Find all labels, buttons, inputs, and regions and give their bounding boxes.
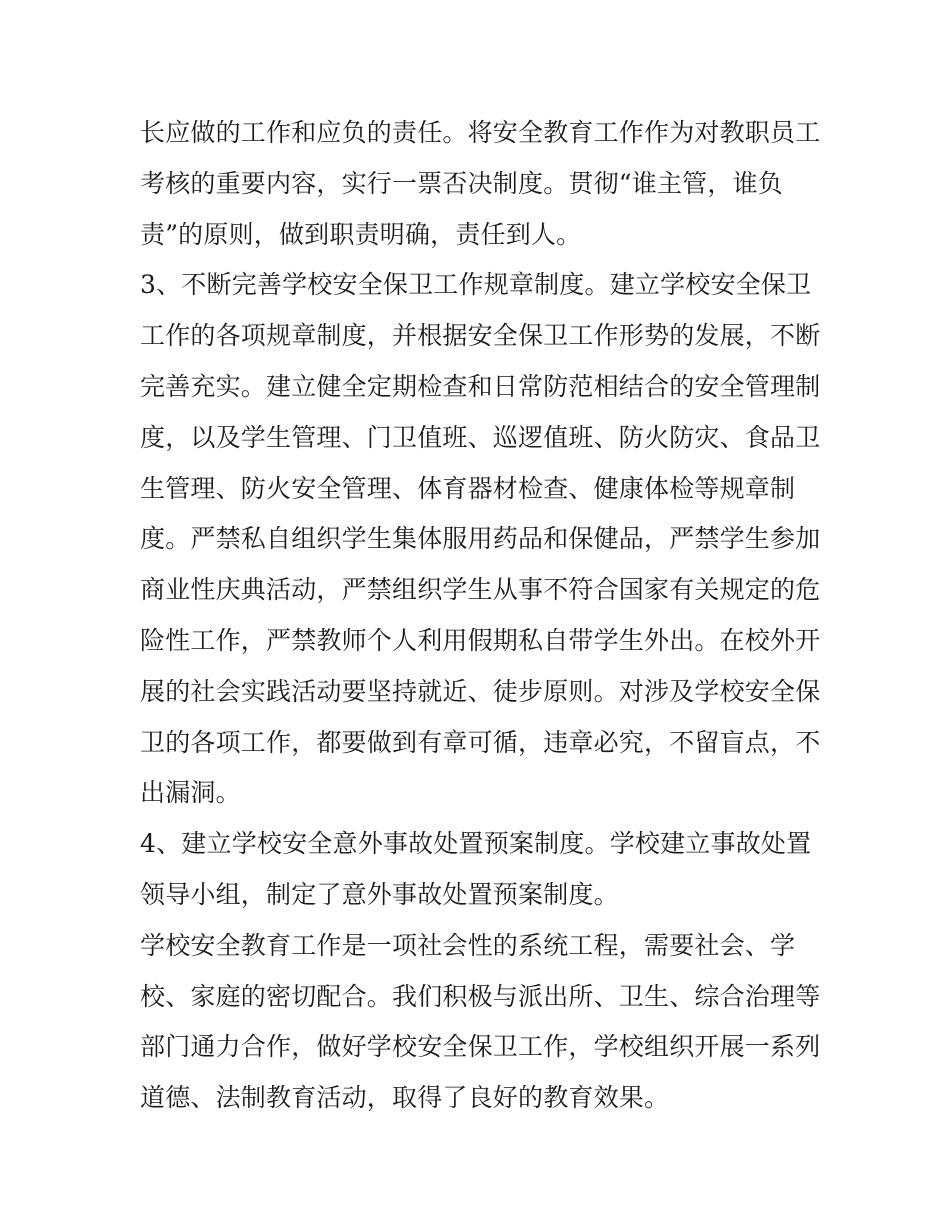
text-line-17: 学校安全教育工作是一项社会性的系统工程，需要社会、学 xyxy=(140,930,796,960)
text-line-3: 责”的原则，做到职责明确，责任到人。 xyxy=(140,219,582,249)
text-line-10: 商业性庆典活动，严禁组织学生从事不符合国家有关规定的危 xyxy=(140,575,821,605)
text-line-1: 长应做的工作和应负的责任。将安全教育工作作为对教职员工 xyxy=(140,118,821,147)
text-line-13: 卫的各项工作，都要做到有章可循，违章必究，不留盲点，不 xyxy=(140,727,821,757)
text-line-7: 度，以及学生管理、门卫值班、巡逻值班、防火防灾、食品卫 xyxy=(140,422,821,452)
text-line-20: 道德、法制教育活动，取得了良好的教育效果。 xyxy=(140,1083,670,1113)
text-line-5: 工作的各项规章制度，并根据安全保卫工作形势的发展，不断 xyxy=(140,321,821,351)
text-line-6: 完善充实。建立健全定期检查和日常防范相结合的安全管理制 xyxy=(140,371,821,401)
text-line-19: 部门通力合作，做好学校安全保卫工作，学校组织开展一系列 xyxy=(140,1032,821,1062)
text-line-9: 度。严禁私自组织学生集体服用药品和保健品，严禁学生参加 xyxy=(140,524,821,554)
text-line-18: 校、家庭的密切配合。我们积极与派出所、卫生、综合治理等 xyxy=(140,981,821,1011)
text-line-16: 领导小组，制定了意外事故处置预案制度。 xyxy=(140,879,619,909)
text-line-12: 展的社会实践活动要坚持就近、徒步原则。对涉及学校安全保 xyxy=(140,676,821,706)
text-line-11: 险性工作，严禁教师个人利用假期私自带学生外出。在校外开 xyxy=(140,625,821,655)
text-line-8: 生管理、防火安全管理、体育器材检查、健康体检等规章制 xyxy=(140,473,796,503)
document-body xyxy=(140,108,820,1124)
text-line-2: 考核的重要内容，实行一票否决制度。贯彻“谁主管，谁负 xyxy=(140,168,783,198)
text-line-14: 出漏洞。 xyxy=(140,778,241,808)
text-line-4: 3、不断完善学校安全保卫工作规章制度。建立学校安全保卫 xyxy=(140,270,812,300)
text-line-15: 4、建立学校安全意外事故处置预案制度。学校建立事故处置 xyxy=(140,829,812,859)
